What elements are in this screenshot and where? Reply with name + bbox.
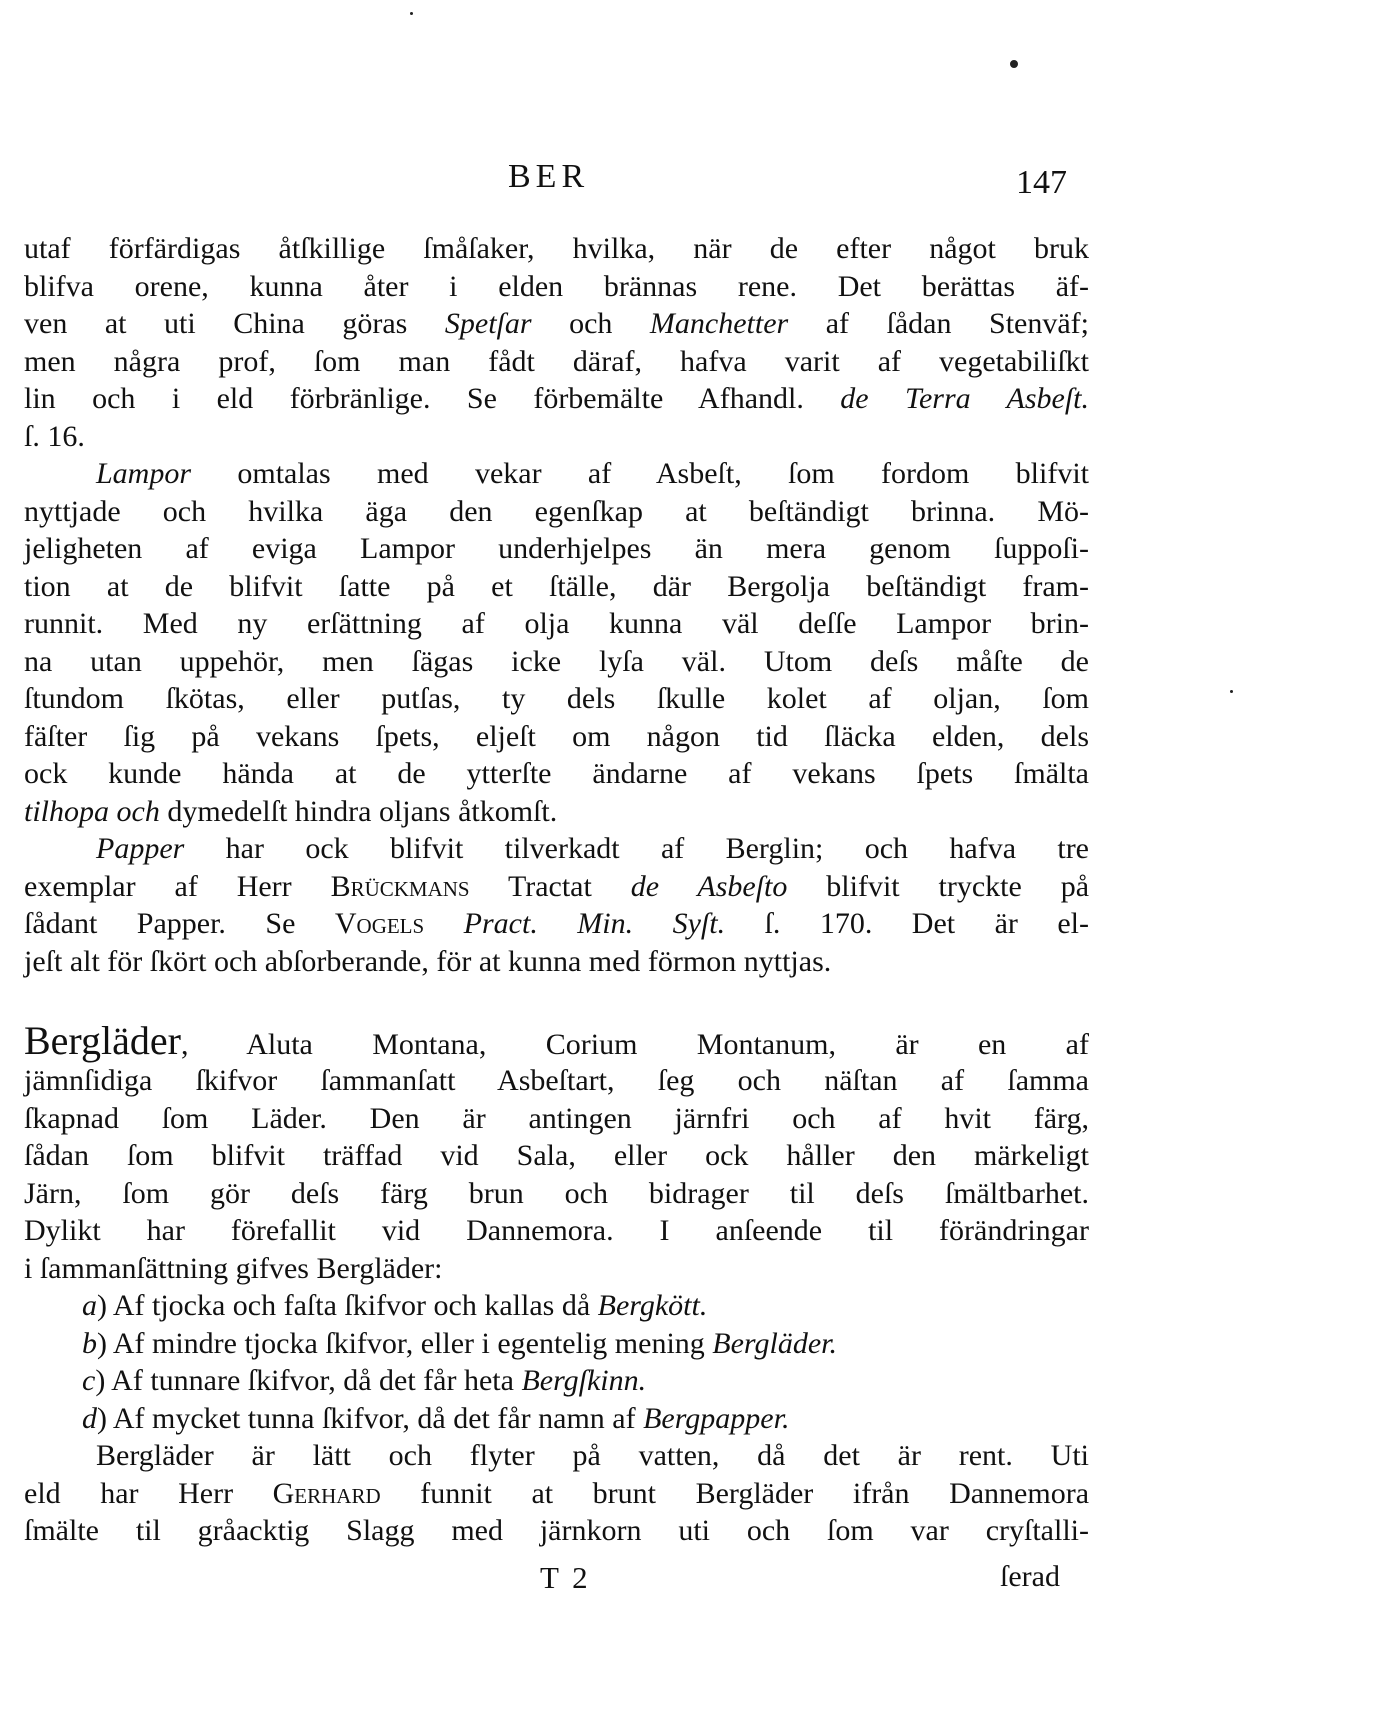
- text-run: ock kunde hända at de ytterſte ändarne af vekans ſpets ſmälta: [24, 757, 1089, 790]
- text-run: ſtundom ſkötas, eller putſas, ty dels ſkulle kolet af oljan, ſom: [24, 682, 1089, 715]
- text-run: Järn, ſom gör deſs färg brun och bidrager til deſs ſmältbarhet.: [24, 1176, 1089, 1210]
- text-line: [24, 1175, 1089, 1213]
- text-line: [24, 530, 1089, 568]
- text-run: Bergläder är lätt och flyter på vatten, då det är rent. Uti: [96, 1439, 1089, 1472]
- text-run: Tractat: [469, 869, 631, 903]
- text-line: [24, 718, 1089, 756]
- text-line: [24, 868, 1089, 906]
- text-run: blifvit tryckte på: [787, 869, 1090, 903]
- text-line: [24, 343, 1089, 381]
- text-line: [24, 605, 1089, 643]
- text-line: [24, 455, 1089, 493]
- italic-run: Spetſar: [444, 307, 532, 340]
- text-run: lin och i eld förbränlige. Se förbemälte Afhandl.: [24, 382, 841, 415]
- italic-run: Bergpapper.: [643, 1401, 790, 1435]
- italic-run: d: [82, 1401, 97, 1435]
- text-line: [24, 305, 1089, 343]
- text-run: ) Af mycket tunna ſkifvor, då det får namn af: [97, 1401, 644, 1435]
- text-line: [24, 1250, 1089, 1288]
- italic-run: Bergkött.: [597, 1289, 708, 1322]
- text-line: [24, 943, 1089, 981]
- list-item: [24, 1287, 1089, 1325]
- ink-speck: [410, 12, 413, 15]
- text-run: ) Af tunnare ſkifvor, då det får heta: [95, 1364, 522, 1397]
- list-item: [24, 1400, 1089, 1438]
- italic-run: tilhopa och: [24, 794, 160, 828]
- text-run: af ſådan Stenväf;: [788, 307, 1089, 340]
- italic-run: Manchetter: [649, 307, 789, 340]
- italic-run: Pract. Min. Syſt.: [463, 907, 726, 940]
- italic-run: de Terra Asbeſt.: [840, 382, 1089, 415]
- text-line: [24, 1020, 1089, 1062]
- text-run: runnit. Med ny erſättning af olja kunna väl deſſe Lampor brin-: [24, 607, 1089, 640]
- text-line: [24, 680, 1089, 718]
- catchword: ſerad: [1000, 1560, 1060, 1593]
- text-line: [24, 905, 1089, 943]
- text-line: [24, 643, 1089, 681]
- italic-run: Lampor: [96, 457, 192, 490]
- text-line: [24, 1437, 1089, 1475]
- text-line: [24, 1137, 1089, 1175]
- text-run: ſ. 16.: [24, 419, 85, 453]
- paragraph-properties: [24, 1437, 1089, 1550]
- text-run: dymedelſt hindra oljans åtkomſt.: [159, 794, 558, 828]
- text-run: Dylikt har förefallit vid Dannemora. I anſeende til förändringar: [24, 1214, 1089, 1247]
- signature-mark: T 2: [540, 1560, 591, 1595]
- text-line: [24, 1100, 1089, 1138]
- page-header: [0, 158, 1100, 208]
- list-item: [24, 1362, 1089, 1400]
- entry-berglader: [24, 1020, 1089, 1287]
- section-gap: [24, 980, 1089, 1020]
- text-line: [24, 830, 1089, 868]
- text-run: eld har Herr: [24, 1476, 273, 1510]
- text-run: omtalas med vekar af Asbeſt, ſom fordom blifvit: [191, 457, 1089, 490]
- text-run: ) Af mindre tjocka ſkifvor, eller i egentelig mening: [97, 1326, 713, 1360]
- text-line: [24, 380, 1089, 418]
- italic-run: Bergſkinn.: [521, 1364, 647, 1397]
- text-run: jeligheten af eviga Lampor underhjelpes än mera genom ſuppoſi-: [24, 532, 1089, 565]
- ink-speck: [1230, 690, 1233, 693]
- italic-run: Bergläder.: [712, 1326, 837, 1360]
- small-caps-run: Gerhard: [272, 1476, 381, 1510]
- paragraph-papper: [24, 830, 1089, 980]
- text-line: [24, 493, 1089, 531]
- text-run: tion at de blifvit ſatte på et ſtälle, där Bergolja beſtändigt fram-: [24, 569, 1089, 603]
- text-run: na utan uppehör, men ſägas icke lyſa väl. Utom deſs måſte de: [24, 644, 1089, 678]
- paragraph-lampor: [24, 455, 1089, 830]
- text-line: [24, 268, 1089, 306]
- list-item: [24, 1325, 1089, 1363]
- running-head: BER: [508, 158, 590, 195]
- italic-run: Papper: [96, 832, 185, 865]
- page-footer: [0, 1560, 1100, 1600]
- entry-headword: Bergläder: [24, 1018, 181, 1063]
- page-number: 147: [1016, 164, 1067, 201]
- text-run: ſådant Papper. Se: [24, 907, 335, 940]
- text-run: jeſt alt för ſkört och abſorberande, för at kunna med förmon nyttjas.: [24, 944, 832, 978]
- text-run: utaf förfärdigas åtſkillige ſmåſaker, hvilka, när de efter något bruk: [24, 232, 1089, 265]
- paragraph-asbestos-cloth: [24, 230, 1089, 455]
- text-line: [24, 230, 1089, 268]
- text-run: nyttjade och hvilka äga den egenſkap at beſtändigt brinna. Mö-: [24, 494, 1089, 528]
- text-run: ſådan ſom blifvit träffad vid Sala, eller ock håller den märkeligt: [24, 1139, 1089, 1172]
- text-run: ſ. 170. Det är el-: [725, 907, 1090, 940]
- italic-run: b: [82, 1326, 97, 1360]
- text-run: , Aluta Montana, Corium Montanum, är en af: [180, 1028, 1089, 1061]
- text-line: [24, 1512, 1089, 1550]
- text-run: ) Af tjocka och faſta ſkifvor och kallas då: [97, 1289, 598, 1322]
- text-run: och: [531, 307, 650, 340]
- text-run: ſmälte til gråacktig Slagg med järnkorn uti och ſom var cryſtalli-: [24, 1514, 1089, 1547]
- text-line: [24, 793, 1089, 831]
- text-run: har ock blifvit tilverkadt af Berglin; och hafva tre: [184, 832, 1089, 865]
- italic-run: c: [82, 1364, 96, 1397]
- small-caps-run: Brückmans: [330, 869, 470, 903]
- text-line: [24, 1062, 1089, 1100]
- text-run: ven at uti China göras: [24, 307, 445, 340]
- text-run: funnit at brunt Bergläder ifrån Dannemora: [380, 1476, 1090, 1510]
- text-line: [24, 1212, 1089, 1250]
- small-caps-run: Vogels: [334, 907, 425, 940]
- italic-run: a: [82, 1289, 97, 1322]
- text-run: ſkapnad ſom Läder. Den är antingen järnfri och af hvit färg,: [24, 1101, 1089, 1135]
- text-run: jämnſidiga ſkifvor ſammanſatt Asbeſtart, ſeg och näſtan af ſamma: [24, 1064, 1089, 1097]
- ink-speck: [1010, 60, 1018, 68]
- text-line: [24, 755, 1089, 793]
- text-run: fäſter ſig på vekans ſpets, eljeſt om någon tid ſläcka elden, dels: [24, 719, 1089, 753]
- text-run: blifva orene, kunna åter i elden brännas rene. Det berättas äf-: [24, 269, 1089, 303]
- body-text: [24, 230, 1089, 1550]
- italic-run: de Asbeſto: [630, 869, 788, 903]
- text-line: [24, 1475, 1089, 1513]
- text-run: exemplar af Herr: [24, 869, 331, 903]
- text-line: [24, 418, 1089, 456]
- text-run: men några prof, ſom man fådt däraf, hafva varit af vegetabiliſkt: [24, 344, 1089, 378]
- variety-list: [24, 1287, 1089, 1437]
- text-line: [24, 568, 1089, 606]
- text-run: i ſammanſättning gifves Bergläder:: [24, 1251, 443, 1285]
- text-run: [424, 907, 463, 940]
